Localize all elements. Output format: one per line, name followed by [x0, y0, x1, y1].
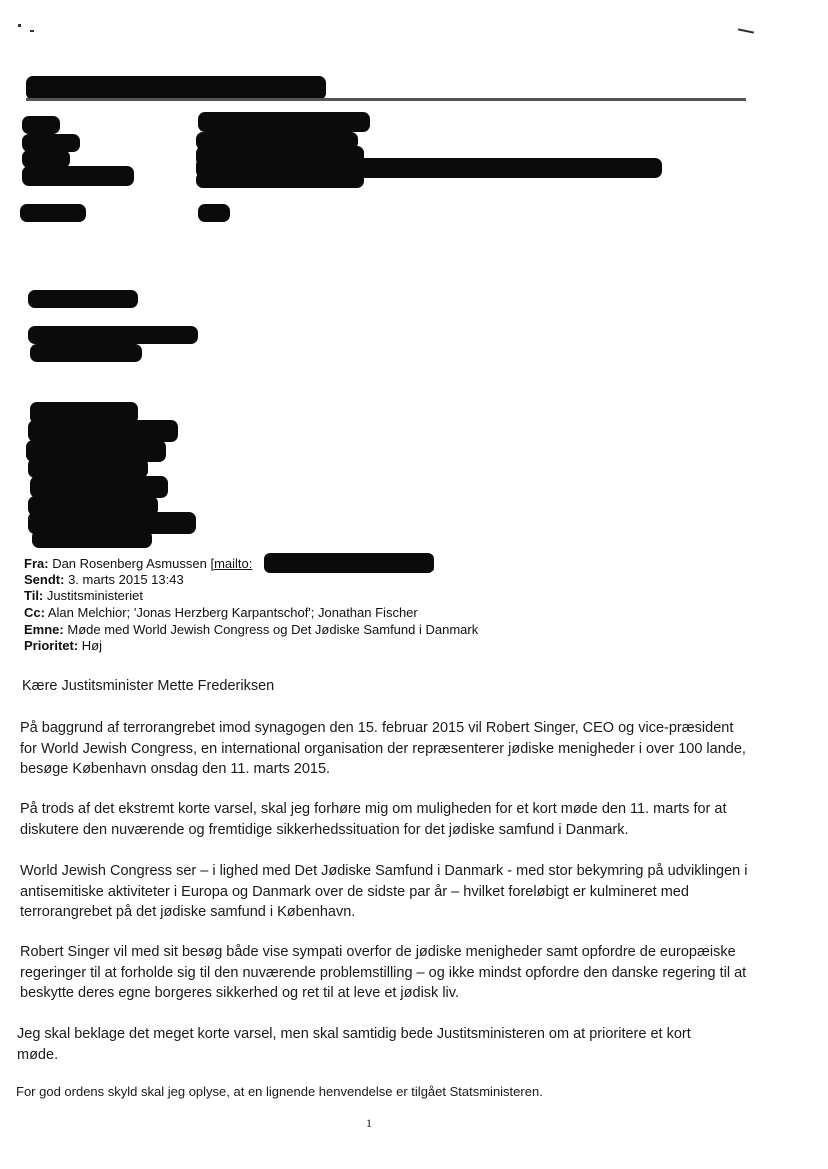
from-label: Fra:: [24, 556, 49, 571]
cc-value: Alan Melchior; 'Jonas Herzberg Karpantschof'; Jonathan Fischer: [47, 605, 418, 620]
email-from-line: [24, 556, 252, 572]
priority-value: Høj: [81, 638, 103, 653]
from-value: Dan Rosenberg Asmussen: [52, 556, 207, 571]
mailto-close: ]: [431, 556, 435, 571]
redaction-bar: [22, 116, 60, 134]
body-paragraph: For god ordens skyld skal jeg oplyse, at en lignende henvendelse er tilgået Statsministeren.: [16, 1084, 543, 1099]
body-paragraph: Jeg skal beklage det meget korte varsel, men skal samtidig bede Justitsministeren om at prioritere et kort møde.: [17, 1026, 691, 1063]
priority-label: Prioritet:: [24, 638, 79, 653]
redaction-bar: [30, 344, 142, 362]
email-priority-line: [24, 638, 102, 654]
redaction-bar: [30, 476, 168, 498]
redaction-bar: [28, 290, 138, 308]
redaction-bar: [28, 458, 148, 478]
cc-label: Cc:: [24, 605, 45, 620]
email-cc-line: [24, 605, 418, 621]
subject-value: Møde med World Jewish Congress og Det Jødiske Samfund i Danmark: [67, 622, 479, 637]
redaction-bar: [28, 326, 198, 344]
redaction-bar: [198, 204, 230, 222]
redaction-bar: [28, 420, 178, 442]
header-rule: [26, 98, 746, 101]
redaction-bar: [26, 76, 326, 100]
to-label: Til:: [24, 588, 44, 603]
subject-label: Emne:: [24, 622, 64, 637]
salutation: Kære Justitsminister Mette Frederiksen: [22, 678, 275, 694]
redaction-bar: [22, 166, 134, 186]
scan-speck: [18, 24, 21, 27]
email-subject-line: [24, 622, 478, 638]
to-value: Justitsministeriet: [46, 588, 143, 603]
redaction-bar: [196, 172, 364, 188]
redaction-bar: [20, 204, 86, 222]
scan-speck: [30, 30, 34, 32]
body-paragraph: På trods af det ekstremt korte varsel, skal jeg forhøre mig om muligheden for et kort møde den 11. marts for at diskutere den nuværende og fremtidige sikkerhedssituation for det jødiske samfund i Danmark.: [20, 801, 727, 838]
email-sent-line: [24, 572, 184, 588]
mailto-link[interactable]: [mailto:: [210, 556, 253, 571]
scan-speck: [738, 28, 754, 33]
sent-label: Sendt:: [24, 572, 65, 587]
redaction-bar: [198, 112, 370, 132]
redaction-bar: [264, 553, 434, 573]
body-paragraph: På baggrund af terrorangrebet imod synagogen den 15. februar 2015 vil Robert Singer, CEO og vice-præsident for World Jewish Congress, en international organisation der repræsenterer jødiske menigheder i over 100 lande, besøge København onsdag den 11. marts 2015.: [20, 720, 746, 777]
redaction-bar: [32, 530, 152, 548]
email-to-line: [24, 588, 143, 604]
body-paragraph: World Jewish Congress ser – i lighed med Det Jødiske Samfund i Danmark - med stor bekymring på udviklingen i antisemitiske aktiviteter i Europa og Danmark over de sidste par år – hvilket foreløbigt er kulmineret med terrorangrebet på det jødiske samfund i København.: [20, 863, 748, 920]
sent-value: 3. marts 2015 13:43: [68, 572, 184, 587]
body-paragraph: Robert Singer vil med sit besøg både vise sympati overfor de jødiske menigheder samt opfordre de europæiske regeringer til at forholde sig til den nuværende problemstilling – og ikke mindst opfordre den danske regering til at beskytte deres egne borgeres sikkerhed og ret til at leve et jødisk liv.: [20, 944, 747, 1001]
page-number: 1: [366, 1116, 372, 1130]
